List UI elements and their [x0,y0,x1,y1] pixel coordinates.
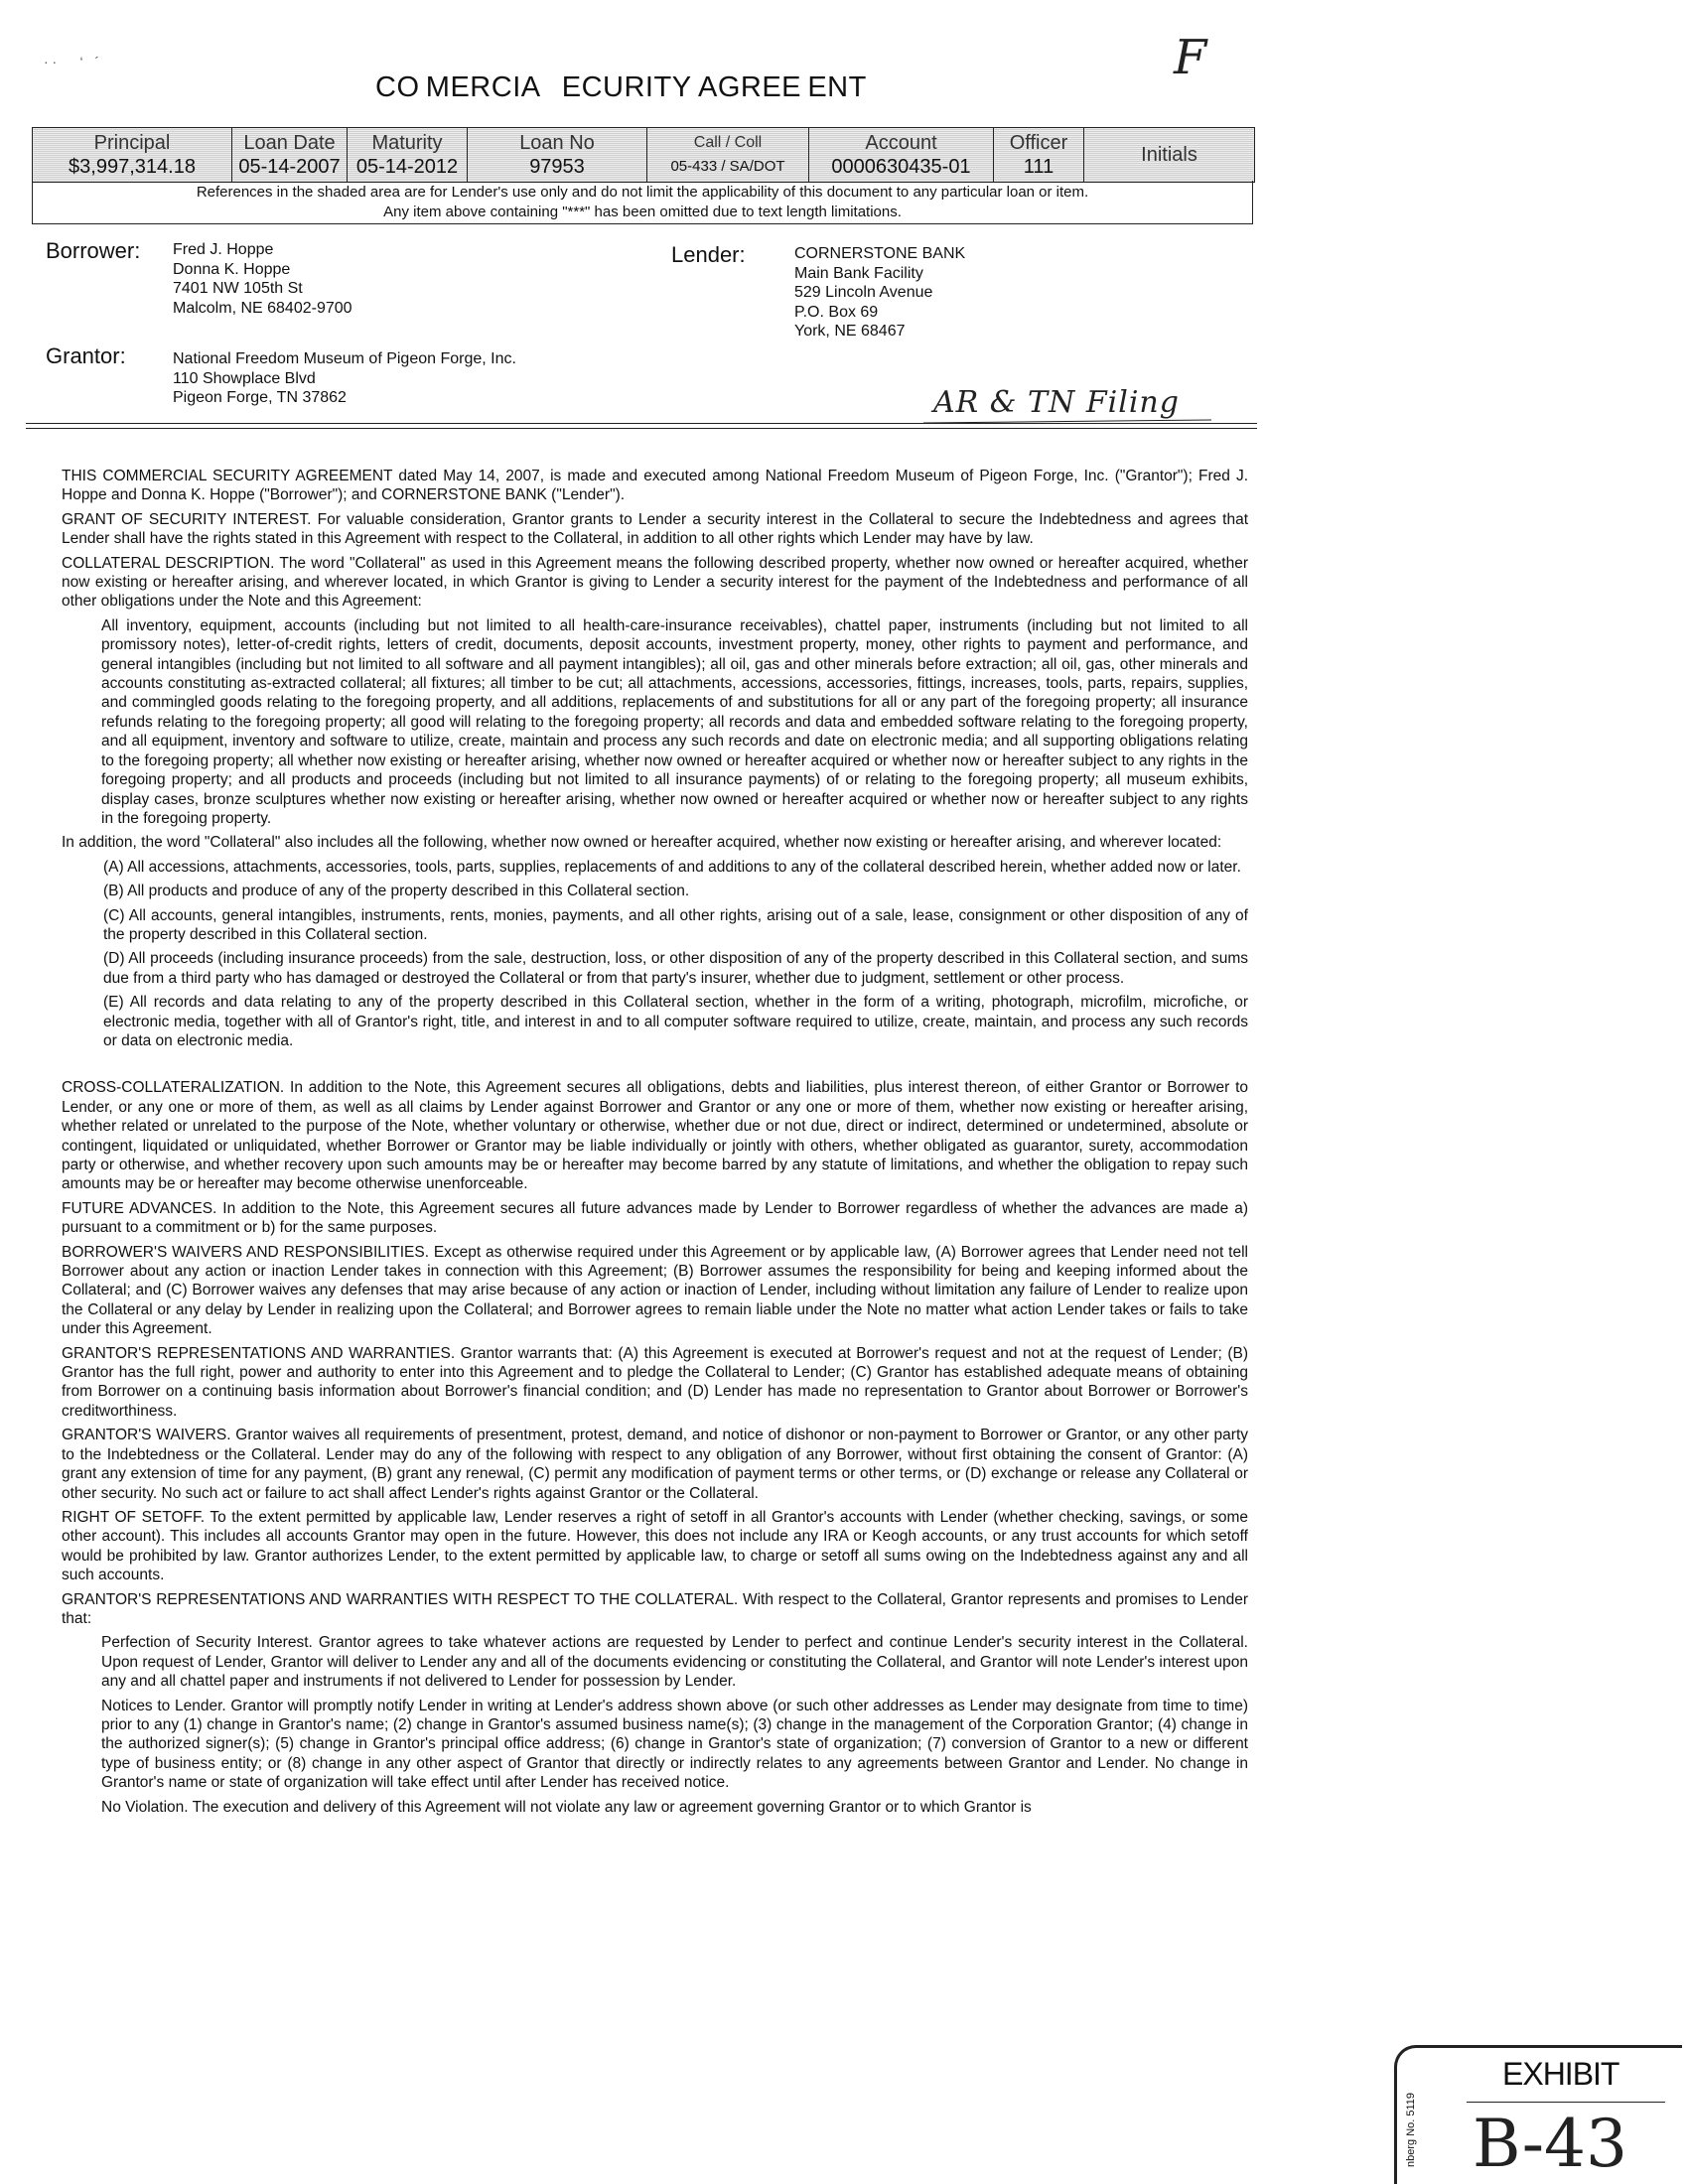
right-of-setoff: RIGHT OF SETOFF. To the extent permitted by applicable law, Lender reserves a right of setoff in all Grantor's accounts with Lender (whether checking, savings, or some other account). This includes all accounts Grantor may open in the future. However, this does not include any IRA or Keogh accounts, or any trust accounts for which setoff would be prohibited by law. Grantor authorizes Lender, to the extent permitted by applicable law, to charge or setoff all sums owing on the Indebtedness against any and all such accounts. [62,1508,1248,1584]
collateral-item-d: (D) All proceeds (including insurance proceeds) from the sale, destruction, loss, or other disposition of any of the property described in this Collateral section, and sums due from a third party who has damaged or destroyed the Collateral or from that party's insurer, whether due to judgment, settlement or other process. [103,950,1248,987]
borrower-address: Fred J. Hoppe Donna K. Hoppe 7401 NW 105th St Malcolm, NE 68402-9700 [173,241,352,317]
header-cell-account: Account 0000630435-01 [809,128,994,182]
collateral-item-a: (A) All accessions, attachments, accessories, tools, parts, supplies, replacements of and additions to any of the collateral described herein, whether added now or later. [103,858,1241,876]
lender-label: Lender: [671,242,746,267]
lender-address: CORNERSTONE BANK Main Bank Facility 529 Lincoln Avenue P.O. Box 69 York, NE 68467 [794,245,966,340]
agreement-body [62,467,1248,1822]
grantor-address: National Freedom Museum of Pigeon Forge, Inc. 110 Showplace Blvd Pigeon Forge, TN 37862 [173,350,516,406]
header-cell-maturity: Maturity 05-14-2012 [348,128,468,182]
header-cell-loan-date: Loan Date 05-14-2007 [232,128,348,182]
exhibit-divider [1467,2102,1665,2103]
collateral-in-addition: In addition, the word "Collateral" also includes all the following, whether now owned or hereafter acquired, whether now existing or hereafter arising, and wherever located: [62,834,1222,852]
header-cell-principal: Principal $3,997,314.18 [33,128,232,182]
header-cell-call-coll: Call / Coll 05-433 / SA/DOT [647,128,809,182]
grantor-reps-collateral: GRANTOR'S REPRESENTATIONS AND WARRANTIES WITH RESPECT TO THE COLLATERAL. With respect to the Collateral, Grantor represents and promises to Lender that: [62,1590,1248,1627]
no-violation: No Violation. The execution and delivery of this Agreement will not violate any law or agreement governing Grantor or to which Grantor is [101,1798,1032,1816]
borrower-label: Borrower: [46,238,141,263]
cross-collateralization: CROSS-COLLATERALIZATION. In addition to the Note, this Agreement secures all obligations, debts and liabilities, plus interest thereon, of either Grantor or Borrower to Lender, or any one or more of them, as well as all claims by Lender against Borrower and Grantor or any one or more of them, whether now existing or hereafter arising, whether related or unrelated to the purpose of the Note, whether voluntary or otherwise, whether due or not due, direct or indirect, determined or undetermined, absolute or contingent, liquidated or unliquidated, whether Borrower or Grantor may be liable individually or jointly with others, whether obligated as guarantor, surety, accommodation party or otherwise, and whether recovery upon such amounts may be or hereafter may become barred by any statute of limitations, and whether the obligation to repay such amounts may be or hereafter may become otherwise unenforceable. [62,1079,1248,1193]
scan-specks: · · ‘ ´ [44,54,99,69]
grantor-label: Grantor: [46,343,126,368]
header-cell-initials: Initials [1084,128,1254,182]
header-cell-officer: Officer 111 [994,128,1084,182]
exhibit-side-text: nberg No. 5119 [1405,2092,1417,2167]
loan-header-table [32,127,1255,183]
intro-paragraph: THIS COMMERCIAL SECURITY AGREEMENT dated May 14, 2007, is made and executed among National Freedom Museum of Pigeon Forge, Inc. ("Grantor"); Fred J. Hoppe and Donna K. Hoppe ("Borrower"); and CORNERSTONE BANK ("Lender"). [62,468,1248,504]
exhibit-number: B-43 [1473,2106,1628,2182]
handwritten-filing-note: AR & TN Filing [933,385,1180,420]
header-rule-2 [26,428,1257,429]
collateral-list: All inventory, equipment, accounts (including but not limited to all health-care-insurance receivables), chattel paper, instruments (including but not limited to all promissory notes), letter-of-credit rights, letters of credit, documents, deposit accounts, investment property, money, other rights to payment and performance, and general intangibles (including but not limited to all software and all payment intangibles); all oil, gas and other minerals before extraction; all oil, gas, other minerals and accounts constituting as-extracted collateral; all fixtures; all timber to be cut; all attachments, accessions, accessories, fittings, increases, tools, parts, repairs, supplies, and commingled goods relating to the foregoing property, and all additions, replacements of and substitutions for all or any part of the foregoing property; all insurance refunds relating to the foregoing property; all good will relating to the foregoing property; all records and data and embedded software relating to the foregoing property, and all equipment, inventory and software to utilize, create, maintain and process any such records and date on electronic media; and all supporting obligations relating to the foregoing property; all whether now existing or hereafter arising, whether now owned or hereafter acquired or whether now or hereafter subject to any rights in the foregoing property; and all products and proceeds (including but not limited to all insurance payments) of or relating to the foregoing property; all museum exhibits, display cases, bronze sculptures whether now existing or hereafter arising, whether now owned or hereafter acquired or whether now or hereafter subject to any rights in the foregoing property. [101,616,1248,827]
perfection-of-security-interest: Perfection of Security Interest. Grantor agrees to take whatever actions are requested by Lender to perfect and continue Lender's security interest in the Collateral. Upon request of Lender, Grantor will deliver to Lender any and all of the documents evidencing or constituting the Collateral, and Grantor will note Lender's interest upon any and all chattel paper and instruments if not delivered to Lender for possession by Lender. [101,1634,1248,1691]
future-advances: FUTURE ADVANCES. In addition to the Note, this Agreement secures all future advances made by Lender to Borrower regardless of whether the advances are made a) pursuant to a commitment or b) for the same purposes. [62,1199,1248,1237]
grantor-representations: GRANTOR'S REPRESENTATIONS AND WARRANTIES. Grantor warrants that: (A) this Agreement is executed at Borrower's request and not at the request of Lender; (B) Grantor has the full right, power and authority to enter into this Agreement and to pledge the Collateral to Lender; (C) Grantor has established adequate means of obtaining from Borrower on a continuing basis information about Borrower's financial condition; and (D) Lender has made no representation to Grantor about Borrower or Borrower's creditworthiness. [62,1344,1248,1420]
header-rule [26,423,1257,424]
exhibit-label: EXHIBIT [1502,2056,1619,2092]
corner-mark: F [1174,30,1207,85]
collateral-item-e: (E) All records and data relating to any of the property described in this Collateral section, whether in the form of a writing, photograph, microfilm, microfiche, or electronic media, together with all of Grantor's right, title, and interest in and to all computer software required to utilize, create, maintain, and process any such records or data on electronic media. [103,994,1248,1049]
document-title: CO MERCIA ECURITY AGREE ENT [375,71,867,103]
collateral-item-c: (C) All accounts, general intangibles, instruments, rents, monies, payments, and all other rights, arising out of a sale, lease, consignment or other disposition of any of the property described in this Collateral section. [103,906,1248,943]
references-note: References in the shaded area are for Lender's use only and do not limit the applicability of this document to any particular loan or item. Any item above containing "***" has been omitted due to text length limitations. [32,181,1253,224]
header-cell-loan-no: Loan No 97953 [468,128,647,182]
grantor-waivers: GRANTOR'S WAIVERS. Grantor waives all requirements of presentment, protest, demand, and notice of dishonor or non-payment to Borrower or Grantor, or any other party to the Indebtedness or the Collateral. Lender may do any of the following with respect to any obligation of any Borrower, without first obtaining the consent of Grantor: (A) grant any extension of time for any payment, (B) grant any renewal, (C) permit any modification of payment terms or other terms, or (D) exchange or release any Collateral or other security. No such act or failure to act shall affect Lender's rights against Grantor or the Collateral. [62,1427,1248,1502]
notices-to-lender: Notices to Lender. Grantor will promptly notify Lender in writing at Lender's address shown above (or such other addresses as Lender may designate from time to time) prior to any (1) change in Grantor's name; (2) change in Grantor's assumed business name(s); (3) change in the management of the Corporation Grantor; (4) change in the authorized signer(s); (5) change in Grantor's principal office address; (6) change in Grantor's state of organization; (7) conversion of Grantor to a new or different type of business entity; or (8) change in any other aspect of Grantor that directly or indirectly relates to any agreements between Grantor and Lender. No change in Grantor's name or state of organization will take effect until after Lender has received notice. [101,1697,1248,1792]
borrower-waivers: BORROWER'S WAIVERS AND RESPONSIBILITIES. Except as otherwise required under this Agreement or by applicable law, (A) Borrower agrees that Lender need not tell Borrower about any action or inaction Lender takes in connection with this Agreement; (B) Borrower assumes the responsibility for being and keeping informed about the Collateral; and (C) Borrower waives any defenses that may arise because of any action or inaction of Lender, including without limitation any failure of Lender to realize upon the Collateral or any delay by Lender in realizing upon the Collateral; and Borrower agrees to remain liable under the Note no matter what action Lender takes or fails to take under this Agreement. [62,1243,1248,1338]
grant-of-security-interest: GRANT OF SECURITY INTEREST. For valuable consideration, Grantor grants to Lender a security interest in the Collateral to secure the Indebtedness and agrees that Lender shall have the rights stated in this Agreement with respect to the Collateral, in addition to all other rights which Lender may have by law. [62,510,1248,548]
collateral-item-b: (B) All products and produce of any of the property described in this Collateral section. [103,883,690,900]
collateral-description: COLLATERAL DESCRIPTION. The word "Collateral" as used in this Agreement means the following described property, whether now owned or hereafter acquired, whether now existing or hereafter arising, and wherever located, in which Grantor is giving to Lender a security interest for the payment of the Indebtedness and performance of all other obligations under the Note and this Agreement: [62,554,1248,611]
exhibit-sticker [1394,2045,1682,2184]
